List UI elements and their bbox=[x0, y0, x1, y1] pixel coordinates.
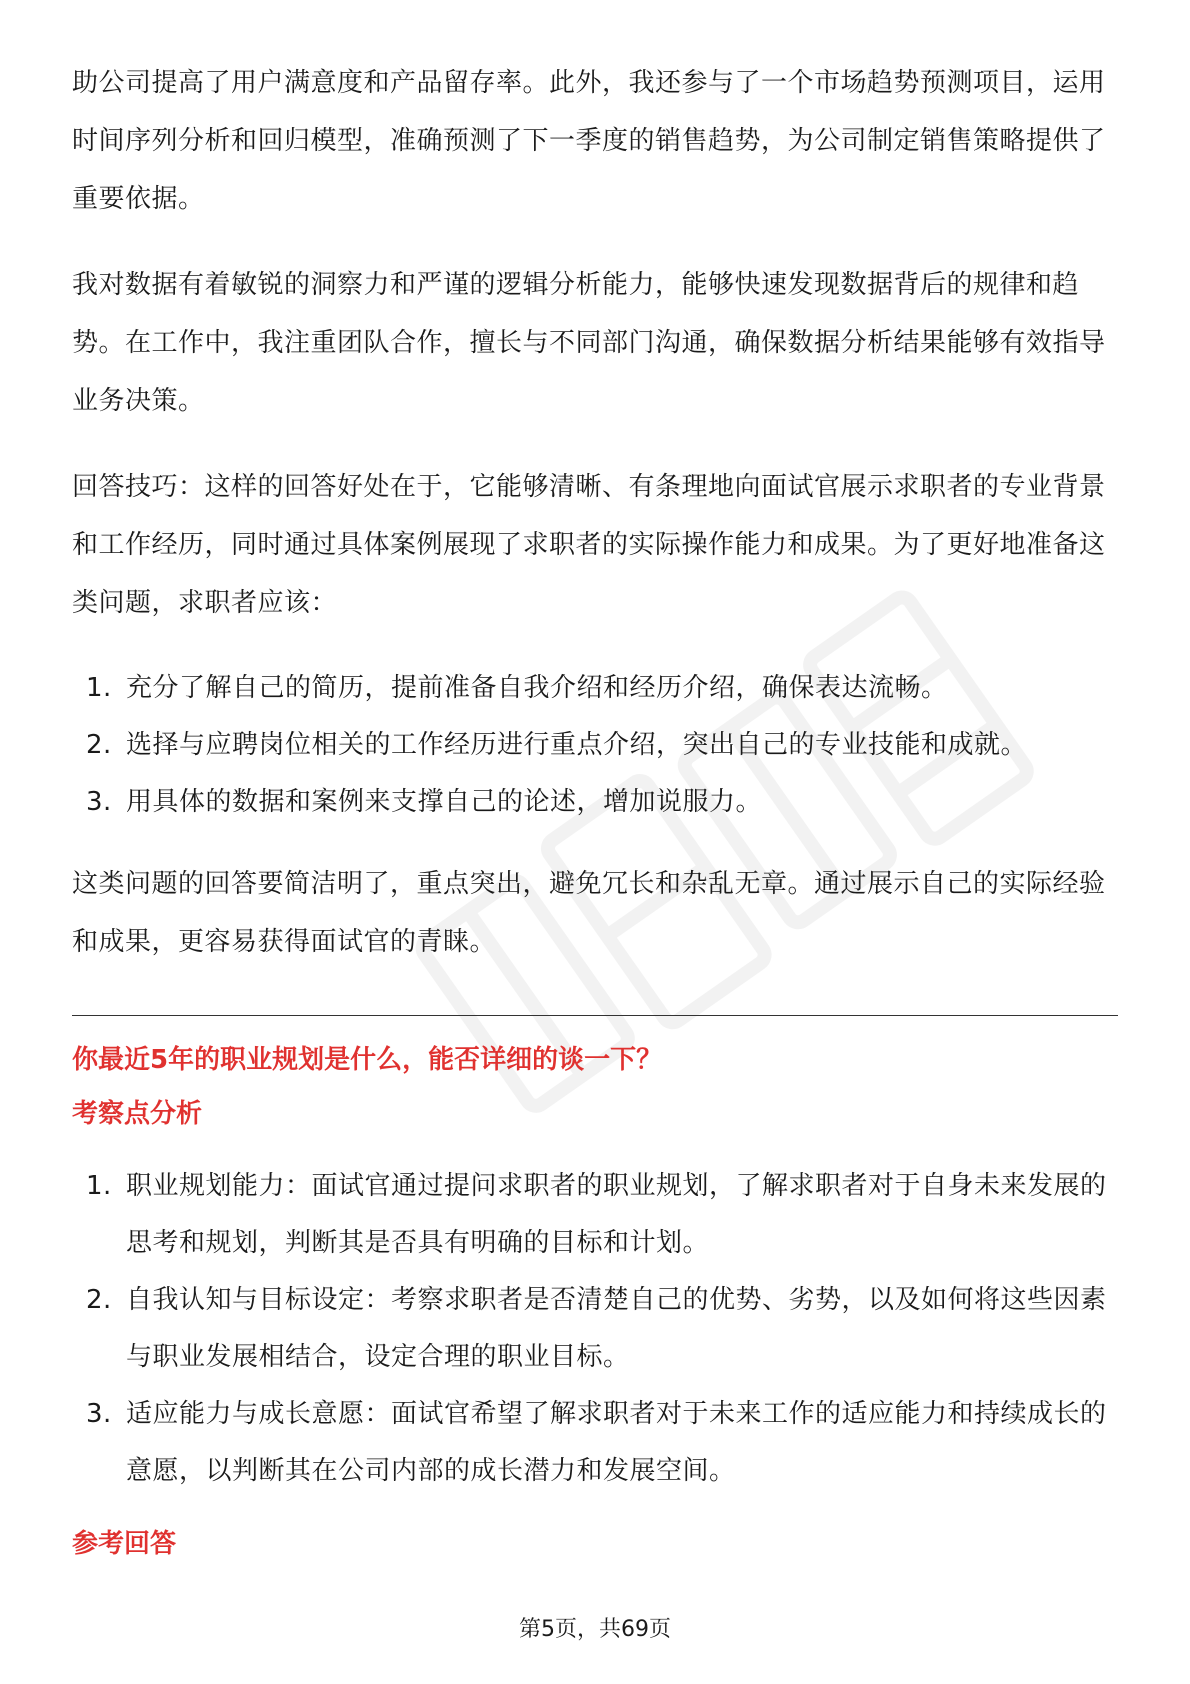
paragraph: 助公司提高了用户满意度和产品留存率。此外，我还参与了一个市场趋势预测项目，运用时间序列分析和回归模型，准确预测了下一季度的销售趋势，为公司制定销售策略提供了重要依据。 bbox=[72, 68, 1106, 214]
list-number: 1. bbox=[86, 673, 112, 703]
paragraph-answer-tips: 回答技巧：这样的回答好处在于，它能够清晰、有条理地向面试官展示求职者的专业背景和工作经历，同时通过具体案例展现了求职者的实际操作能力和成果。为了更好地准备这类问题，求职者应该： bbox=[72, 472, 1106, 618]
list-item bbox=[72, 774, 1118, 831]
list-item-text: 适应能力与成长意愿：面试官希望了解求职者对于未来工作的适应能力和持续成长的意愿，以判断其在公司内部的成长潜力和发展空间。 bbox=[126, 1399, 1107, 1486]
list-number: 2. bbox=[86, 1285, 112, 1315]
analysis-heading: 考察点分析 bbox=[72, 1099, 203, 1129]
summary-paragraph: 这类问题的回答要简洁明了，重点突出，避免冗长和杂乱无章。通过展示自己的实际经验和成果，更容易获得面试官的青睐。 bbox=[72, 869, 1106, 957]
list-item bbox=[72, 1386, 1118, 1500]
list-item bbox=[72, 1158, 1118, 1272]
tips-list bbox=[72, 660, 1118, 831]
list-item-text: 自我认知与目标设定：考察求职者是否清楚自己的优势、劣势，以及如何将这些因素与职业发展相结合，设定合理的职业目标。 bbox=[126, 1285, 1107, 1372]
section-divider bbox=[72, 1015, 1118, 1016]
list-number: 2. bbox=[86, 730, 112, 760]
list-number: 3. bbox=[86, 1399, 112, 1429]
list-item-text: 职业规划能力：面试官通过提问求职者的职业规划，了解求职者对于自身未来发展的思考和规划，判断其是否具有明确的目标和计划。 bbox=[126, 1171, 1107, 1258]
list-item bbox=[72, 717, 1118, 774]
document-body bbox=[72, 54, 1118, 1578]
list-number: 1. bbox=[86, 1171, 112, 1201]
list-item-text: 充分了解自己的简历，提前准备自我介绍和经历介绍，确保表达流畅。 bbox=[126, 673, 948, 703]
list-item-text: 用具体的数据和案例来支撑自己的论述，增加说服力。 bbox=[126, 787, 763, 817]
question-heading: 你最近5年的职业规划是什么，能否详细的谈一下？ bbox=[72, 1045, 663, 1075]
analysis-list bbox=[72, 1158, 1118, 1500]
list-item bbox=[72, 1272, 1118, 1386]
list-item-text: 选择与应聘岗位相关的工作经历进行重点介绍，突出自己的专业技能和成就。 bbox=[126, 730, 1028, 760]
page-footer: 第5页，共69页 bbox=[519, 1617, 671, 1642]
answer-heading: 参考回答 bbox=[72, 1529, 177, 1559]
list-item bbox=[72, 660, 1118, 717]
list-number: 3. bbox=[86, 787, 112, 817]
paragraph: 我对数据有着敏锐的洞察力和严谨的逻辑分析能力，能够快速发现数据背后的规律和趋势。在工作中，我注重团队合作，擅长与不同部门沟通，确保数据分析结果能够有效指导业务决策。 bbox=[72, 270, 1106, 416]
